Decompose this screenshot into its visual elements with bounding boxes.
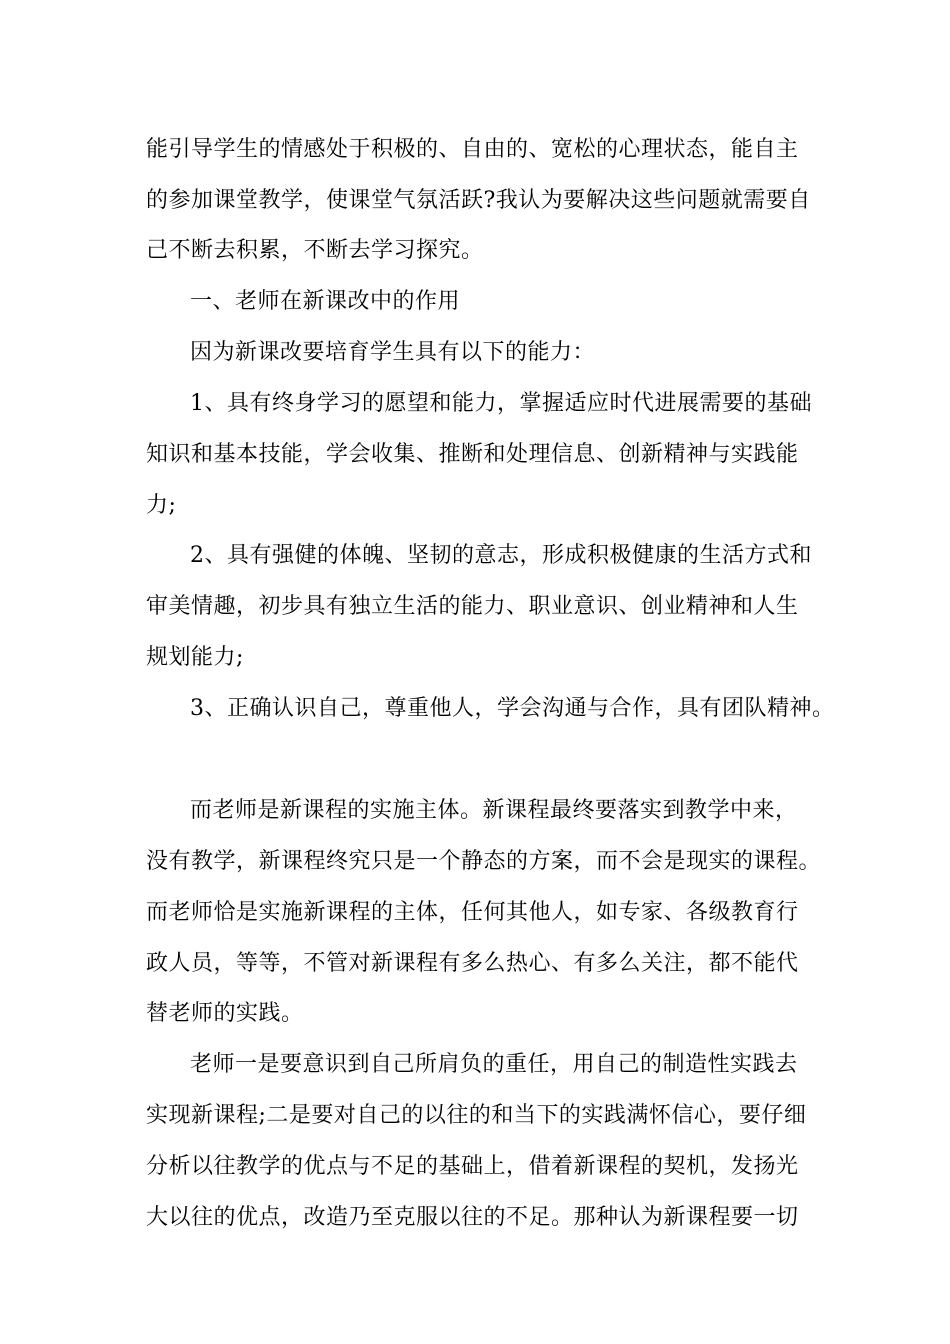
list-item-line: 规划能力; <box>146 645 244 670</box>
text-line: 而老师恰是实施新课程的主体，任何其他人，如专家、各级教育行 <box>146 900 799 925</box>
list-item-line: 3、正确认识自己，尊重他人，学会沟通与合作，具有团队精神。 <box>190 696 835 721</box>
text-line: 己不断去积累，不断去学习探究。 <box>146 238 484 263</box>
text-line: 政人员，等等，不管对新课程有多么热心、有多么关注，都不能代 <box>146 951 799 976</box>
text-line: 大以往的优点，改造乃至克服以往的不足。那种认为新课程要一切 <box>146 1205 799 1230</box>
text-line: 的参加课堂教学，使课堂气氛活跃?我认为要解决这些问题就需要自 <box>146 188 811 213</box>
text-line: 实现新课程;二是要对自己的以往的和当下的实践满怀信心，要仔细 <box>146 1103 807 1128</box>
list-item-line: 知识和基本技能，学会收集、推断和处理信息、创新精神与实践能 <box>146 442 799 467</box>
text-line: 能引导学生的情感处于积极的、自由的、宽松的心理状态，能自主 <box>146 137 799 162</box>
text-line: 老师一是要意识到自己所肩负的重任，用自己的制造性实践去 <box>190 1052 798 1077</box>
list-item-line: 1、具有终身学习的愿望和能力，掌握适应时代进展需要的基础 <box>190 391 812 416</box>
text-line: 没有教学，新课程终究只是一个静态的方案，而不会是现实的课程。 <box>146 849 822 874</box>
text-line: 因为新课改要培育学生具有以下的能力： <box>190 340 596 365</box>
list-item-line: 审美情趣，初步具有独立生活的能力、职业意识、创业精神和人生 <box>146 594 799 619</box>
text-line: 而老师是新课程的实施主体。新课程最终要落实到教学中来， <box>190 798 798 823</box>
list-item-line: 2、具有强健的体魄、坚韧的意志，形成积极健康的生活方式和 <box>190 543 812 568</box>
section-heading: 一、老师在新课改中的作用 <box>190 289 461 314</box>
list-item-line: 力; <box>146 493 177 518</box>
text-line: 替老师的实践。 <box>146 1001 304 1026</box>
text-line: 分析以往教学的优点与不足的基础上，借着新课程的契机，发扬光 <box>146 1154 799 1179</box>
